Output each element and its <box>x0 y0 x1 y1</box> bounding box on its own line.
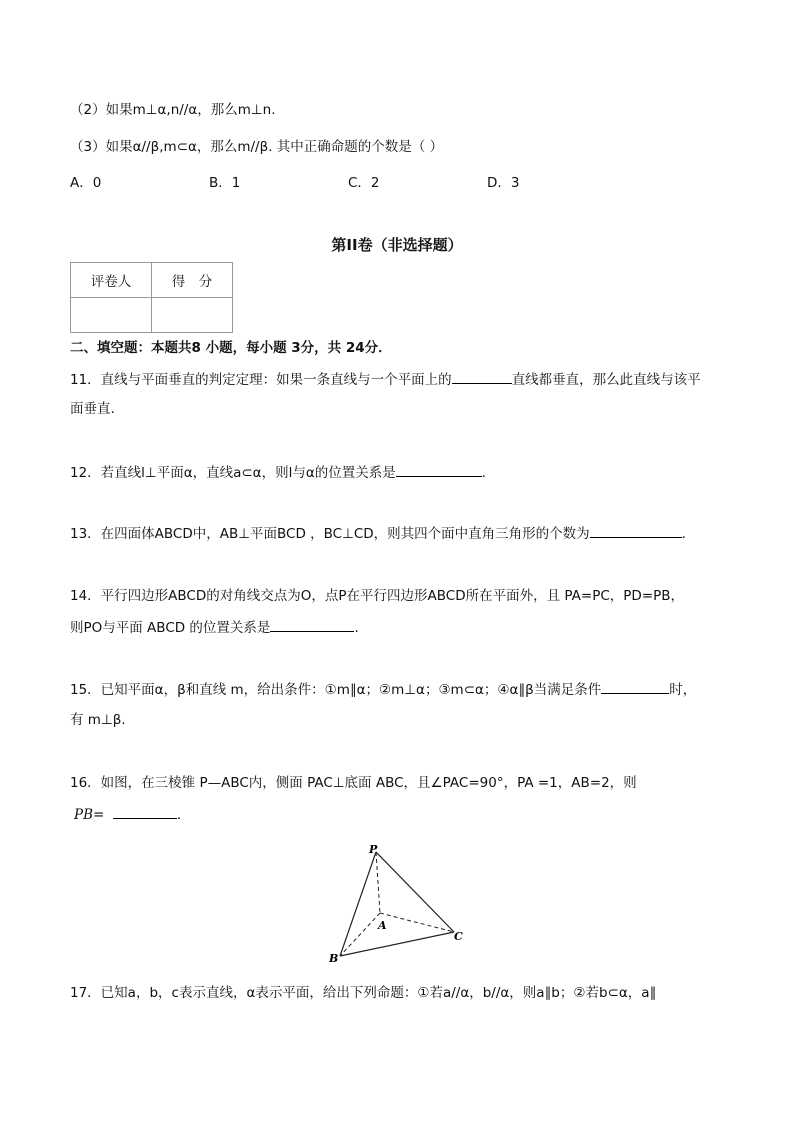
q11-line2: 面垂直. <box>70 401 115 417</box>
choice-c[interactable]: C．2 <box>348 175 380 191</box>
q12-answer-blank[interactable] <box>396 462 482 477</box>
q16-line1: 16．如图，在三棱锥 P—ABC内，侧面 PAC⊥底面 ABC，且∠PAC=90°，PA =1，AB=2，则 <box>70 775 637 791</box>
score-table-grader-cell[interactable] <box>71 298 152 333</box>
choice-b[interactable]: B．1 <box>209 175 241 191</box>
q15-line1 <box>70 679 696 700</box>
q11-text-b: 直线都垂直，那么此直线与该平 <box>511 372 701 388</box>
q16-line2 <box>74 804 181 825</box>
q13-text: 13．在四面体ABCD中，AB⊥平面BCD ，BC⊥CD，则其四个面中直角三角形的个数为 <box>70 526 590 542</box>
q16-pb-label: PB= <box>74 807 105 823</box>
q12-end: . <box>481 465 487 481</box>
q17-line1: 17．已知a，b，c表示直线，α表示平面，给出下列命题：①若a//α，b//α，则a∥b；②若b⊂α，a∥ <box>70 985 657 1001</box>
q12-line <box>70 462 486 483</box>
q12-text: 12．若直线l⊥平面α，直线a⊂α，则l与α的位置关系是 <box>70 465 396 481</box>
vertex-c-label: C <box>454 930 463 943</box>
q13-end: . <box>681 526 686 542</box>
q10-choices <box>70 173 519 193</box>
score-table-grader-header: 评卷人 <box>71 263 152 298</box>
q14-end: . <box>354 620 359 636</box>
part2-title: 第II卷（非选择题） <box>331 236 463 254</box>
edge-bc <box>340 932 454 956</box>
q16-end: . <box>176 807 182 823</box>
q14-text: 则PO与平面 ABCD 的位置关系是 <box>70 620 271 636</box>
section2-heading: 二、填空题：本题共8 小题，每小题 3分，共 24分． <box>70 340 392 356</box>
q14-line2 <box>70 617 359 638</box>
edge-pb <box>340 852 376 956</box>
score-table <box>70 262 233 333</box>
q10-proposition-2: （2）如果m⊥α,n//α，那么m⊥n. <box>70 102 276 118</box>
edge-pa <box>376 852 380 913</box>
edge-ac <box>380 913 454 932</box>
q11-line1 <box>70 369 701 390</box>
q15-text-a: 15．已知平面α，β和直线 m，给出条件：①m∥α；②m⊥α；③m⊂α；④α∥β当满足条件 <box>70 682 602 698</box>
q16-answer-blank[interactable] <box>113 804 177 819</box>
q13-line <box>70 523 686 544</box>
choice-d[interactable]: D．3 <box>487 175 520 191</box>
vertex-b-label: B <box>329 952 339 965</box>
q11-answer-blank[interactable] <box>452 369 512 384</box>
edge-ab <box>340 913 380 956</box>
q14-line1: 14．平行四边形ABCD的对角线交点为O，点P在平行四边形ABCD所在平面外，且 PA=PC，PD=PB， <box>70 588 685 604</box>
q15-answer-blank[interactable] <box>601 679 669 694</box>
q14-answer-blank[interactable] <box>270 617 354 632</box>
q13-answer-blank[interactable] <box>590 523 682 538</box>
edge-pc <box>376 852 454 932</box>
score-table-score-header: 得 分 <box>152 263 233 298</box>
vertex-a-label: A <box>378 919 387 932</box>
q11-text-a: 11．直线与平面垂直的判定定理：如果一条直线与一个平面上的 <box>70 372 452 388</box>
q10-proposition-3: （3）如果α//β,m⊂α，那么m//β. 其中正确命题的个数是（ ） <box>70 139 444 155</box>
choice-a[interactable]: A．0 <box>70 175 102 191</box>
q15-line2: 有 m⊥β. <box>70 712 126 728</box>
q15-text-b: 时， <box>669 682 697 698</box>
score-table-score-cell[interactable] <box>152 298 233 333</box>
tetrahedron-figure <box>322 838 472 968</box>
vertex-p-label: P <box>369 843 378 856</box>
